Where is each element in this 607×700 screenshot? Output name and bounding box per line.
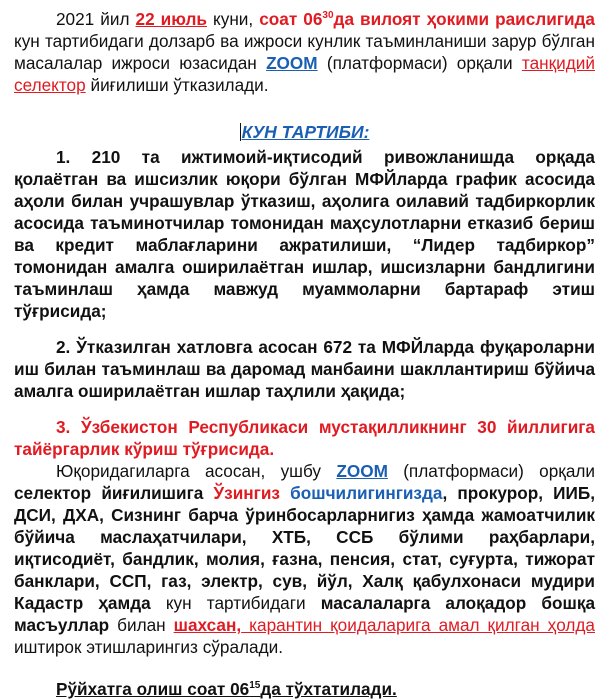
agenda-item-3: 3. Ўзбекистон Республикаси мустақилликнинг 30 йиллигига тайёргарлик кўриш тўғрисида. (14, 417, 595, 459)
intro-paragraph (14, 8, 595, 96)
intro-text-1: куни, (206, 9, 260, 29)
intro-year: 2021 йил (56, 9, 130, 29)
meeting-time: соат $06^{30}да$ вилоят ҳокими раислигида (259, 9, 595, 29)
agenda-item-1: 1. 210 та ижтимоий-иқтисодий ривожланишда орқада қолаётган ва ишсизлик юқори бўлган МФЙларда график асосида аҳоли билан учрашувлар ўтказиш, аҳолига оилавий тадбиркорлик асосида таъминотчилар томонидан маҳсулотларни етказиб бериш ва кредит маблағларини ажратилиши, “Лидер тадбиркор” томонидан амалга оширилаётган ишлар, ишсизларни бандлигини таъминлаш ҳамда мавжуд муаммоларни бартараф этиш тўғрисида; (14, 147, 595, 321)
meeting-time-minutes: 30 (322, 10, 334, 21)
text-cursor (240, 123, 241, 141)
intro-text-2: кун тартибидаги долзарб ва ижроси кунлик таъминланиши зарур бўлган масалалар ижроси юзасидан (14, 31, 595, 73)
participants-list: , прокурор, ИИБ, ДСИ, ДХА, Сизнинг барча ўринбосарларнигиз ҳамда жамоатчилик бўйича маслаҳатчилари, ХТБ, ССБ бўлими раҳбарлари, иқтисодиёт, бандлик, молия, ғазна, пенсия, стат, суғурта, тижорат банклари, ССП, газ, электр, сув, йўл, Халқ қабулхонаси мудири Кадастр ҳамда (14, 483, 595, 613)
selector-word: селектор (14, 75, 86, 95)
registration-minutes: 15 (249, 680, 261, 691)
yourself-word: Ўзингиз (213, 483, 280, 503)
zoom-link[interactable]: ZOOM (266, 53, 318, 73)
registration-deadline: Рўйхатга олиш соат $06^{15}да$ тўхтатилади. (56, 679, 397, 699)
intro-text-3: (платформаси) орқали (317, 53, 522, 73)
invitation-paragraph: Юқоридагиларга асосан, ушбу ZOOM (платформаси) орқали селектор йиғилишига Ўзингиз бошчилигингизда, прокурор, ИИБ, ДСИ, ДХА, Сизнинг барча ўринбосарларнигиз ҳамда жамоатчилик бўйича маслаҳатчилари, ХТБ, ССБ бўлими раҳбарлари, иқтисодиёт, бандлик, молия, ғазна, пенсия, стат, суғурта, тижорат банклари, ССП, газ, электр, сув, йўл, Халқ қабулхонаси мудири Кадастр ҳамда кун тартибидаги масалаларга алоқадор бошқа масъуллар билан шахсан, карантин қоидаларига амал қилган ҳолда иштирок этишларингиз сўралади. (14, 461, 596, 657)
meeting-date: 22 июль (135, 9, 207, 29)
agenda-item-2: 2. Ўтказилган хатловга асосан 672 та МФЙларда фуқароларни иш билан таъминлаш ва даромад манбаини шакллантириш бўйича амалга оширилаётган ишлар таҳлили ҳақида; (14, 337, 595, 401)
intro-text-4: йиғилиши ўтказилади. (85, 75, 269, 95)
zoom-link-2[interactable]: ZOOM (336, 461, 388, 481)
critical-word: танқидий (521, 53, 595, 73)
quarantine-phrase: карантин қоидаларига амал қилган ҳолда (241, 615, 595, 635)
in-person-word: шахсан, (173, 615, 242, 635)
agenda-title: КУН ТАРТИБИ: (241, 122, 370, 142)
leadership-word: бошчилигингизда (290, 483, 443, 503)
